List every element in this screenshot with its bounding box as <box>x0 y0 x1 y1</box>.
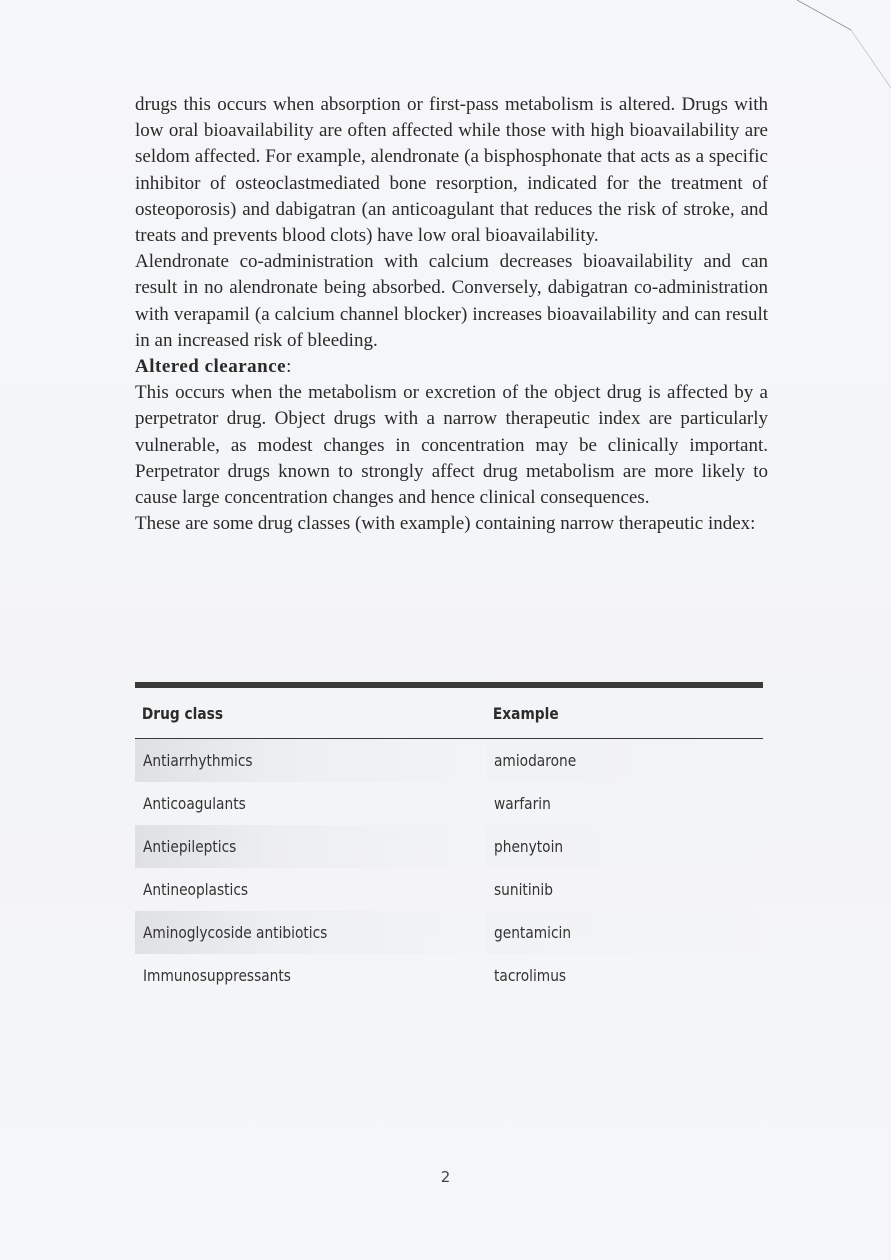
example-cell: warfarin <box>494 794 551 813</box>
drug-class-cell: Aminoglycoside antibiotics <box>135 911 486 954</box>
drug-class-cell: Antineoplastics <box>143 880 249 899</box>
example-cell: phenytoin <box>486 825 763 868</box>
section-heading: Altered clearance <box>135 356 287 378</box>
drug-class-cell: Immunosuppressants <box>143 966 291 985</box>
table-row <box>135 954 763 997</box>
paragraph-clearance: This occurs when the metabolism or excretion of the object drug is affected by a perpetrator drug. Object drugs with a narrow therapeutic index are particularly vulnerable, as modest changes in concentration may be clinically important. Perpetrator drugs known to strongly affect drug metabolism are more likely to cause large concentration changes and hence clinical consequences. <box>135 382 768 509</box>
header-drug-class: Drug class <box>141 703 224 723</box>
example-cell: sunitinib <box>494 880 553 899</box>
drug-class-cell: Anticoagulants <box>143 794 246 813</box>
table-row <box>135 911 763 954</box>
paper-fold-mark <box>791 0 891 90</box>
section-heading-line <box>135 354 768 380</box>
example-cell: amiodarone <box>486 739 763 782</box>
table-row <box>135 739 763 782</box>
paragraph-co-administration: Alendronate co-administration with calcium decreases bioavailability and can result in no alendronate being absorbed. Conversely, dabigatran co-administration with verapamil (a calcium channel blocker) increases bioavailability and can result in an increased risk of bleeding. <box>135 251 768 351</box>
drug-class-table <box>135 682 763 997</box>
table-row <box>135 825 763 868</box>
drug-class-cell: Antiarrhythmics <box>135 739 486 782</box>
example-cell: gentamicin <box>486 911 763 954</box>
table-header-row <box>135 688 763 738</box>
body-text <box>135 92 768 537</box>
example-cell: tacrolimus <box>494 966 567 985</box>
section-heading-suffix: : <box>286 356 292 378</box>
paragraph-drug-classes-intro: These are some drug classes (with example) containing narrow therapeutic index: <box>135 513 756 535</box>
table-row <box>135 782 763 825</box>
page-number: 2 <box>440 1168 451 1186</box>
paragraph-bioavailability: drugs this occurs when absorption or first-pass metabolism is altered. Drugs with low oral bioavailability are often affected while those with high bioavailability are seldom affected. For example, alendronate (a bisphosphonate that acts as a specific inhibitor of osteoclastmediated bone resorption, indicated for the treatment of osteoporosis) and dabigatran (an anticoagulant that reduces the risk of stroke, and treats and prevents blood clots) have low oral bioavailability. <box>135 94 768 247</box>
header-example: Example <box>492 703 559 723</box>
table-row <box>135 868 763 911</box>
drug-class-cell: Antiepileptics <box>135 825 486 868</box>
